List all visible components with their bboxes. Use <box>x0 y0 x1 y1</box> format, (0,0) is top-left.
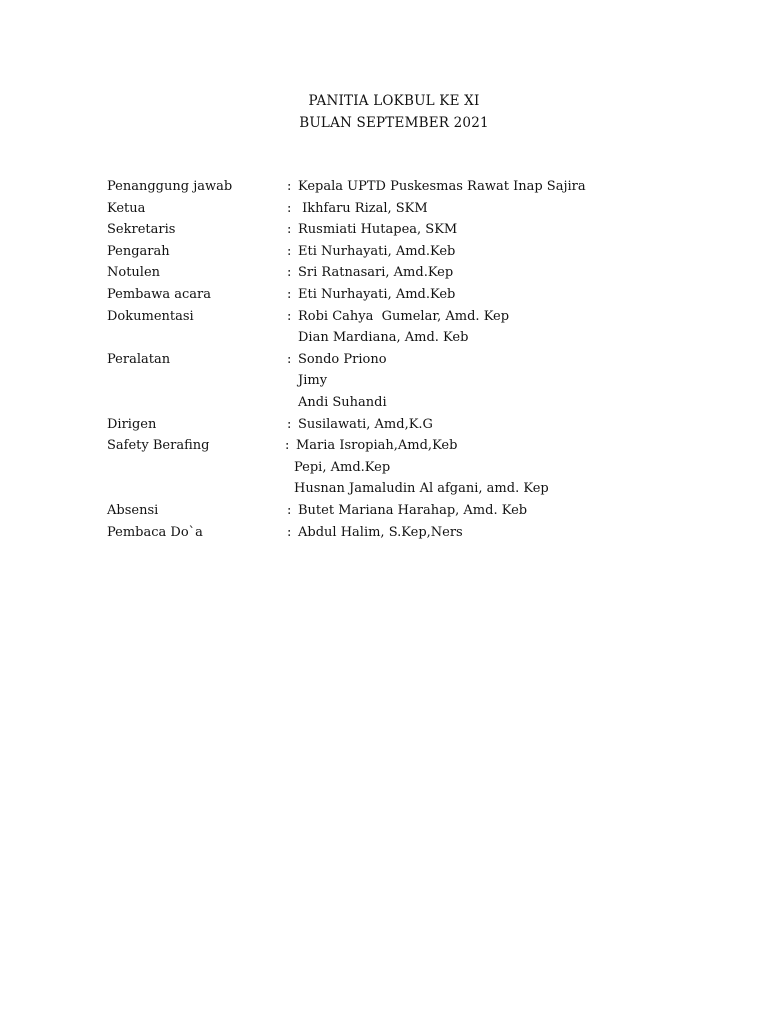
roster-row <box>107 176 707 198</box>
roster-colon: : <box>287 243 292 259</box>
roster-colon: : <box>287 308 292 324</box>
roster-role: Peralatan <box>107 351 171 367</box>
roster-name: Pepi, Amd.Kep <box>294 459 391 475</box>
roster-row <box>107 392 707 414</box>
roster-row <box>107 349 707 371</box>
roster-row <box>107 327 707 349</box>
roster-role: Dirigen <box>107 416 157 432</box>
roster-name: Butet Mariana Harahap, Amd. Keb <box>298 502 528 518</box>
roster-row <box>107 284 707 306</box>
roster-name: Ikhfaru Rizal, SKM <box>298 200 428 216</box>
roster-role: Pengarah <box>107 243 170 259</box>
roster-role: Penanggung jawab <box>107 179 233 194</box>
roster-colon: : <box>287 179 292 194</box>
roster-colon: : <box>287 200 292 216</box>
roster-name: Susilawati, Amd,K.G <box>298 416 433 432</box>
roster-row <box>107 241 707 263</box>
roster-role: Dokumentasi <box>107 308 194 324</box>
roster-role: Pembaca Do`a <box>107 524 203 540</box>
roster-colon: : <box>285 438 290 454</box>
roster-row <box>107 478 707 500</box>
roster-colon: : <box>287 502 292 518</box>
roster-role: Pembawa acara <box>107 286 212 302</box>
roster-name: Sri Ratnasari, Amd.Kep <box>298 265 454 281</box>
roster-name: Husnan Jamaludin Al afgani, amd. Kep <box>294 481 549 497</box>
roster-name: Rusmiati Hutapea, SKM <box>298 222 458 238</box>
roster-name: Robi Cahya Gumelar, Amd. Kep <box>298 308 510 324</box>
roster-name: Andi Suhandi <box>298 394 387 410</box>
document-subtitle: BULAN SEPTEMBER 2021 <box>299 115 489 131</box>
roster-row <box>107 262 707 284</box>
roster-name: Jimy <box>298 373 328 389</box>
roster-row <box>107 370 707 392</box>
roster-name: Eti Nurhayati, Amd.Keb <box>298 286 456 302</box>
roster-name: Eti Nurhayati, Amd.Keb <box>298 243 456 259</box>
roster-colon: : <box>287 416 292 432</box>
committee-roster <box>107 176 707 543</box>
roster-role: Sekretaris <box>107 222 176 238</box>
roster-colon: : <box>287 524 292 540</box>
roster-row <box>107 219 707 241</box>
roster-role: Safety Berafing <box>107 438 210 454</box>
roster-role: Ketua <box>107 200 146 216</box>
roster-colon: : <box>287 351 292 367</box>
roster-name: Kepala UPTD Puskesmas Rawat Inap Sajira <box>298 179 586 194</box>
document-title: PANITIA LOKBUL KE XI <box>308 93 480 109</box>
roster-colon: : <box>287 265 292 281</box>
roster-row <box>107 414 707 436</box>
roster-name: Dian Mardiana, Amd. Keb <box>298 330 469 346</box>
roster-row <box>107 457 707 479</box>
roster-colon: : <box>287 286 292 302</box>
roster-colon: : <box>287 222 292 238</box>
roster-name: Abdul Halim, S.Kep,Ners <box>298 524 463 540</box>
roster-row <box>107 198 707 220</box>
roster-role: Notulen <box>107 265 161 281</box>
roster-row <box>107 522 707 544</box>
roster-row <box>107 306 707 328</box>
roster-row <box>107 500 707 522</box>
roster-name: Maria Isropiah,Amd,Keb <box>296 438 458 454</box>
document-header <box>0 90 768 134</box>
roster-role: Absensi <box>107 502 159 518</box>
roster-row <box>107 435 707 457</box>
roster-name: Sondo Priono <box>298 351 387 367</box>
